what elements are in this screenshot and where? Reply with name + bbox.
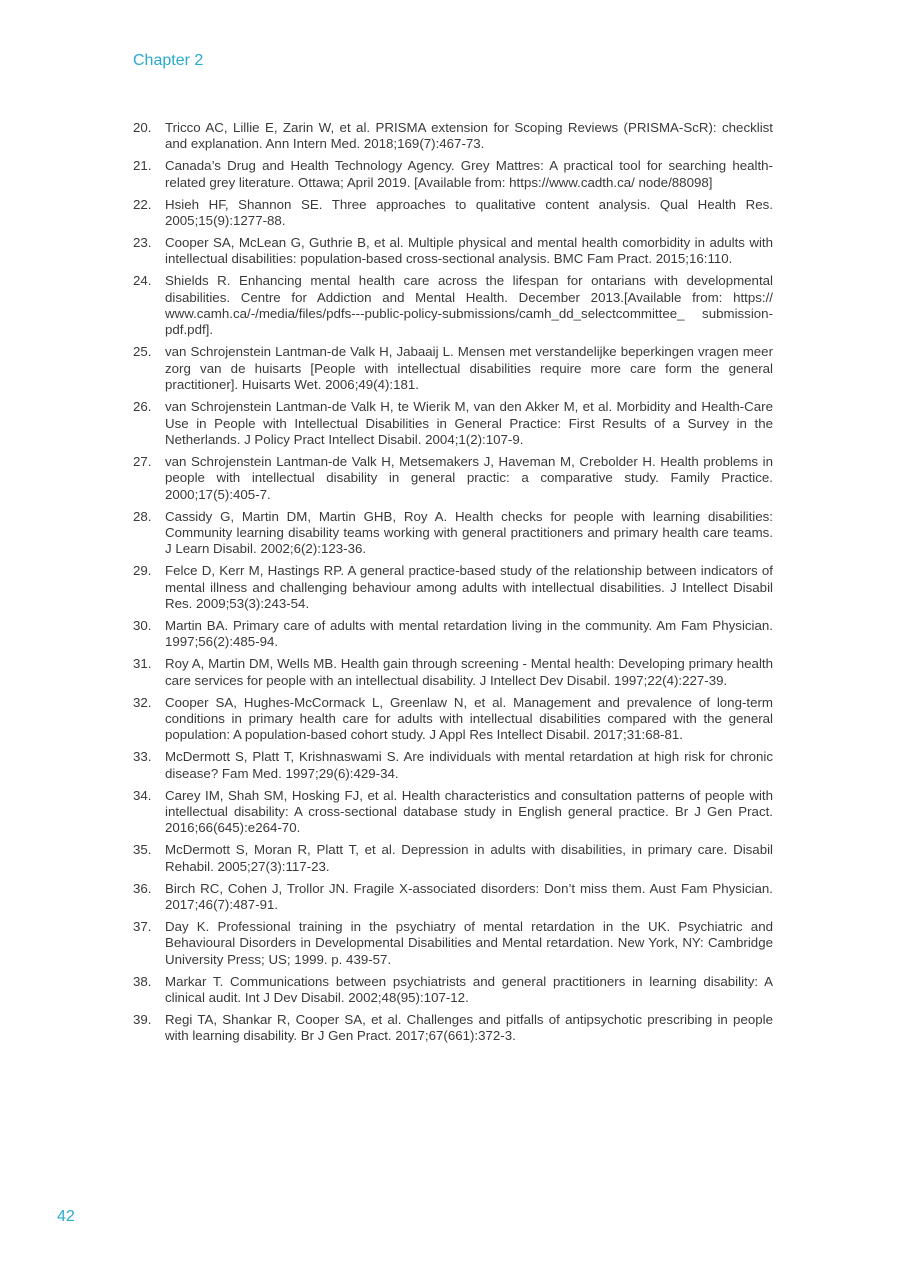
reference-list — [133, 120, 773, 1050]
reference-number: 37. — [133, 918, 152, 934]
reference-number: 36. — [133, 880, 152, 896]
reference-item — [133, 842, 773, 875]
reference-item — [133, 120, 773, 153]
reference-number: 39. — [133, 1012, 152, 1027]
reference-number: 32. — [133, 694, 152, 710]
reference-text: van Schrojenstein Lantman-de Valk H, te Wierik M, van den Akker M, et al. Morbidity and Health-Care Use in People with Intellectual Disabilities in General Practice: First Results of a Survey in the Netherlands. J Policy Pract Intellect Disabil. 2004;1(2):107-9. — [165, 399, 773, 447]
reference-text: Regi TA, Shankar R, Cooper SA, et al. Challenges and pitfalls of antipsychotic prescribing in people with learning disability. Br J Gen Pract. 2017;67(661):372-3. — [165, 1012, 773, 1044]
reference-item — [133, 749, 773, 782]
reference-item — [133, 1012, 773, 1045]
reference-text: Cooper SA, McLean G, Guthrie B, et al. Multiple physical and mental health comorbidity in adults with intellectual disabilities: population-based cross-sectional analysis. BMC Fam Pract. 2015;16:110. — [165, 234, 773, 267]
reference-text: McDermott S, Platt T, Krishnaswami S. Are individuals with mental retardation at high risk for chronic disease? Fam Med. 1997;29(6):429-34. — [165, 749, 773, 781]
reference-number: 31. — [133, 656, 152, 672]
reference-item — [133, 454, 773, 503]
reference-text: Roy A, Martin DM, Wells MB. Health gain through screening - Mental health: Developing primary health care services for people with an intellectual disability. J Intellect Dev Disabil. 1997;22(4):227-39. — [165, 656, 773, 688]
reference-text: van Schrojenstein Lantman-de Valk H, Metsemakers J, Haveman M, Crebolder H. Health problems in people with intellectual disability in general practic: a comparative study. Family Practice. 2000;17(5):405-7. — [165, 453, 773, 502]
reference-number: 28. — [133, 508, 152, 524]
reference-text: McDermott S, Moran R, Platt T, et al. Depression in adults with disabilities, in primary care. Disabil Rehabil. 2005;27(3):117-23. — [165, 842, 773, 874]
reference-item — [133, 509, 773, 558]
chapter-heading: Chapter 2 — [133, 52, 204, 69]
reference-number: 29. — [133, 563, 152, 579]
reference-number: 24. — [133, 273, 152, 289]
reference-number: 21. — [133, 158, 152, 174]
reference-number: 25. — [133, 344, 152, 360]
reference-item — [133, 273, 773, 339]
reference-item — [133, 695, 773, 744]
reference-item — [133, 788, 773, 837]
reference-number: 20. — [133, 120, 152, 135]
reference-item — [133, 919, 773, 968]
reference-text: Carey IM, Shah SM, Hosking FJ, et al. Health characteristics and consultation patterns of people with intellectual disability: A cross-sectional database study in English general practice. Br J Gen Pract. 2016;66(645):e264-70. — [165, 787, 773, 836]
reference-text: van Schrojenstein Lantman-de Valk H, Jabaaij L. Mensen met verstandelijke beperkingen vragen meer zorg van de huisarts [People with intellectual disabilities require more care form the general practitioner]. Huisarts Wet. 2006;49(4):181. — [165, 344, 773, 393]
reference-text: Day K. Professional training in the psychiatry of mental retardation in the UK. Psychiatric and Behavioural Disorders in Developmental Disabilities and Mental retardation. New York, NY: Cambridge University Press; US; 1999. p. 439-57. — [165, 918, 773, 967]
reference-item — [133, 235, 773, 268]
reference-text: Cassidy G, Martin DM, Martin GHB, Roy A. Health checks for people with learning disabilities: Community learning disability teams working with general practitioners and primary health care teams. J Learn Disabil. 2002;6(2):123-36. — [165, 508, 773, 557]
reference-number: 22. — [133, 196, 152, 212]
reference-item — [133, 618, 773, 651]
reference-number: 34. — [133, 787, 152, 803]
reference-number: 38. — [133, 973, 152, 989]
reference-item — [133, 656, 773, 689]
reference-text: Markar T. Communications between psychiatrists and general practitioners in learning disability: A clinical audit. Int J Dev Disabil. 2002;48(95):107-12. — [165, 973, 773, 1006]
reference-item — [133, 399, 773, 448]
reference-number: 27. — [133, 453, 152, 469]
reference-item — [133, 881, 773, 914]
reference-text: Shields R. Enhancing mental health care across the lifespan for ontarians with developmental disabilities. Centre for Addiction and Mental Health. December 2013.[Available from: https:// www.camh.ca/-/media/files/pdfs---public-policy-submissions/camh_dd_selectcommittee_ submission-pdf.pdf]. — [165, 273, 773, 338]
reference-text: Canada’s Drug and Health Technology Agency. Grey Mattres: A practical tool for searching health-related grey literature. Ottawa; April 2019. [Available from: https://www.cadth.ca/ node/88098] — [165, 158, 773, 190]
reference-number: 35. — [133, 842, 152, 858]
reference-number: 26. — [133, 399, 152, 415]
reference-number: 23. — [133, 234, 152, 250]
reference-text: Felce D, Kerr M, Hastings RP. A general practice-based study of the relationship between indicators of mental illness and challenging behaviour among adults with intellectual disabilities. J Intellect Disabil Res. 2009;53(3):243-54. — [165, 563, 773, 612]
reference-item — [133, 344, 773, 393]
reference-item — [133, 197, 773, 230]
reference-text: Birch RC, Cohen J, Trollor JN. Fragile X-associated disorders: Don’t miss them. Aust Fam Physician. 2017;46(7):487-91. — [165, 880, 773, 913]
reference-number: 33. — [133, 749, 152, 765]
reference-number: 30. — [133, 617, 152, 633]
reference-item — [133, 563, 773, 612]
reference-item — [133, 158, 773, 191]
reference-text: Hsieh HF, Shannon SE. Three approaches to qualitative content analysis. Qual Health Res. 2005;15(9):1277-88. — [165, 196, 773, 229]
reference-item — [133, 974, 773, 1007]
reference-text: Tricco AC, Lillie E, Zarin W, et al. PRISMA extension for Scoping Reviews (PRISMA-ScR): checklist and explanation. Ann Intern Med. 2018;169(7):467-73. — [165, 120, 773, 152]
page-number: 42 — [57, 1208, 75, 1225]
reference-text: Martin BA. Primary care of adults with mental retardation living in the community. Am Fam Physician. 1997;56(2):485-94. — [165, 617, 773, 650]
reference-text: Cooper SA, Hughes-McCormack L, Greenlaw N, et al. Management and prevalence of long-term conditions in primary health care for adults with intellectual disabilities compared with the general population: A population-based cohort study. J Appl Res Intellect Disabil. 2017;31:68-81. — [165, 694, 773, 743]
